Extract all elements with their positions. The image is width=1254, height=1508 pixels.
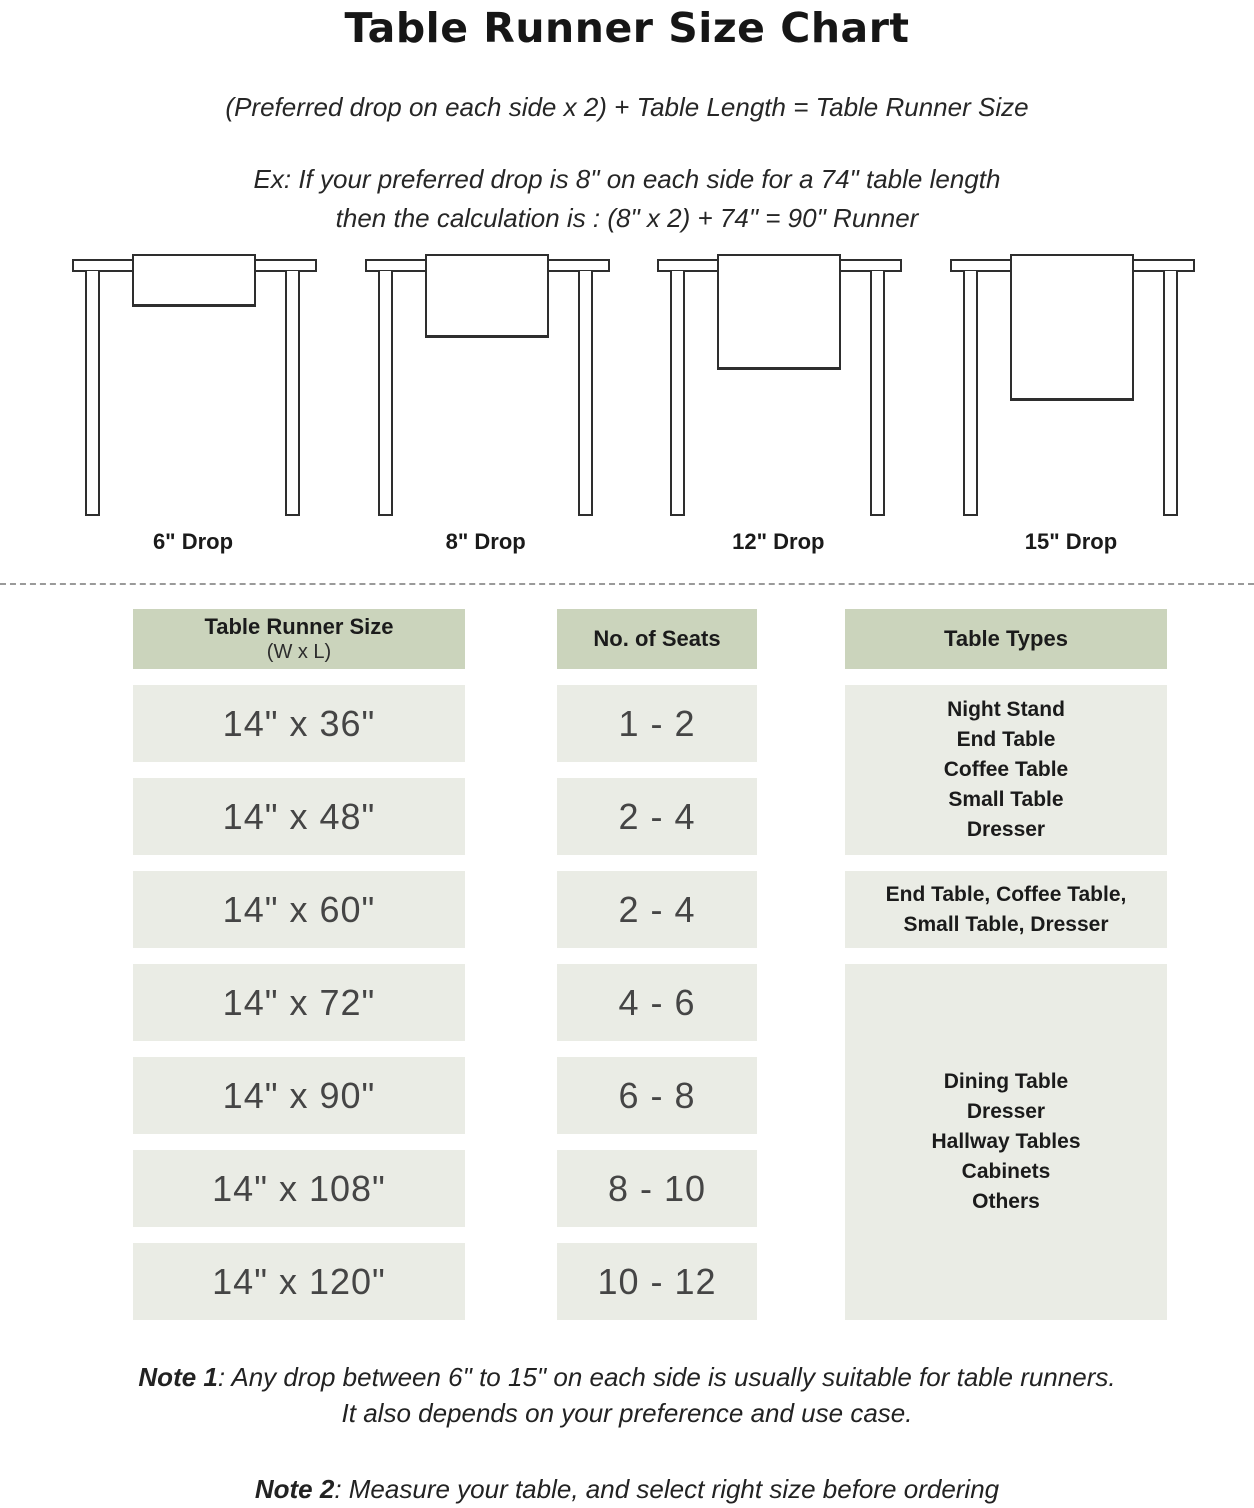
type-line: Night Stand [947,698,1065,722]
seats-cell: 4 - 6 [557,964,757,1041]
type-line: Dresser [966,1100,1046,1124]
seats-cell: 8 - 10 [557,1150,757,1227]
runner-rectangle [132,254,256,307]
table-drawing [946,254,1196,516]
example-text [0,160,1254,238]
table-leg-right [578,271,593,516]
size-cell: 14" x 90" [133,1057,465,1134]
runner-rectangle [1010,254,1134,401]
type-line: End Table [956,728,1056,752]
note-1 [0,1360,1254,1432]
size-cell: 14" x 72" [133,964,465,1041]
seats-cell: 1 - 2 [557,685,757,762]
table-leg-left [378,271,393,516]
type-line: Hallway Tables [931,1130,1081,1154]
type-line: Others [972,1190,1040,1214]
seats-cell: 2 - 4 [557,778,757,855]
formula-text: (Preferred drop on each side x 2) + Table Length = Table Runner Size [225,92,1029,123]
note-2-text: : Measure your table, and select right size before ordering [334,1473,1000,1504]
note-1-line-1 [0,1360,1254,1396]
column-table-types [845,609,1167,1320]
table-leg-right [870,271,885,516]
type-line: Dresser [966,818,1046,842]
table-leg-left [963,271,978,516]
fig-label-12-drop: 12" Drop [732,529,825,555]
type-line: End Table, Coffee Table, [885,882,1127,906]
table-figure-6-drop [68,254,318,555]
type-line: Coffee Table [943,758,1069,782]
seats-cell: 10 - 12 [557,1243,757,1320]
note-2-label: Note 2 [254,1473,335,1504]
fig-label-15-drop: 15" Drop [1024,529,1118,555]
note-2 [0,1472,1254,1508]
note-1-label: Note 1 [138,1362,218,1393]
table-leg-right [1163,271,1178,516]
page-title: Table Runner Size Chart [344,4,910,52]
table-figure-15-drop [946,254,1196,555]
fig-label-8-drop: 8" Drop [445,529,526,555]
types-cell-small-tables [845,685,1167,855]
seats-cell: 6 - 8 [557,1057,757,1134]
column-header-types: Table Types [845,609,1167,669]
size-cell: 14" x 36" [133,685,465,762]
table-leg-left [85,271,100,516]
size-cell: 14" x 60" [133,871,465,948]
dashed-divider [0,583,1254,585]
example-line-2: then the calculation is : (8" x 2) + 74" = 90" Runner [335,203,919,234]
column-header-seats: No. of Seats [557,609,757,669]
type-line: Small Table, Dresser [903,912,1109,936]
size-cell: 14" x 48" [133,778,465,855]
runner-rectangle [717,254,841,370]
fig-label-6-drop: 6" Drop [152,529,234,555]
type-line: Small Table [948,788,1064,812]
table-leg-left [670,271,685,516]
table-drawing [653,254,903,516]
column-seats [557,609,757,1320]
table-leg-right [285,271,300,516]
table-figure-12-drop [653,254,903,555]
column-runner-size [133,609,465,1320]
drop-illustrations [0,254,1254,555]
header-size-title: Table Runner Size [204,613,394,639]
note-1-text: : Any drop between 6" to 15" on each side is usually suitable for table runners. [217,1362,1116,1393]
table-drawing [68,254,318,516]
table-drawing [361,254,611,516]
type-line: Cabinets [961,1160,1051,1184]
size-cell: 14" x 108" [133,1150,465,1227]
types-cell-medium-tables [845,871,1167,948]
size-chart-table [0,609,1254,1320]
runner-rectangle [425,254,549,338]
type-line: Dining Table [943,1070,1069,1094]
example-line-1: Ex: If your preferred drop is 8" on each side for a 74" table length [253,164,1001,195]
column-header-size [133,609,465,669]
size-cell: 14" x 120" [133,1243,465,1320]
note-1-line-2: It also depends on your preference and use case. [341,1398,913,1429]
table-figure-8-drop [361,254,611,555]
header-size-subtitle: (W x L) [266,641,332,664]
types-cell-large-tables [845,964,1167,1320]
seats-cell: 2 - 4 [557,871,757,948]
